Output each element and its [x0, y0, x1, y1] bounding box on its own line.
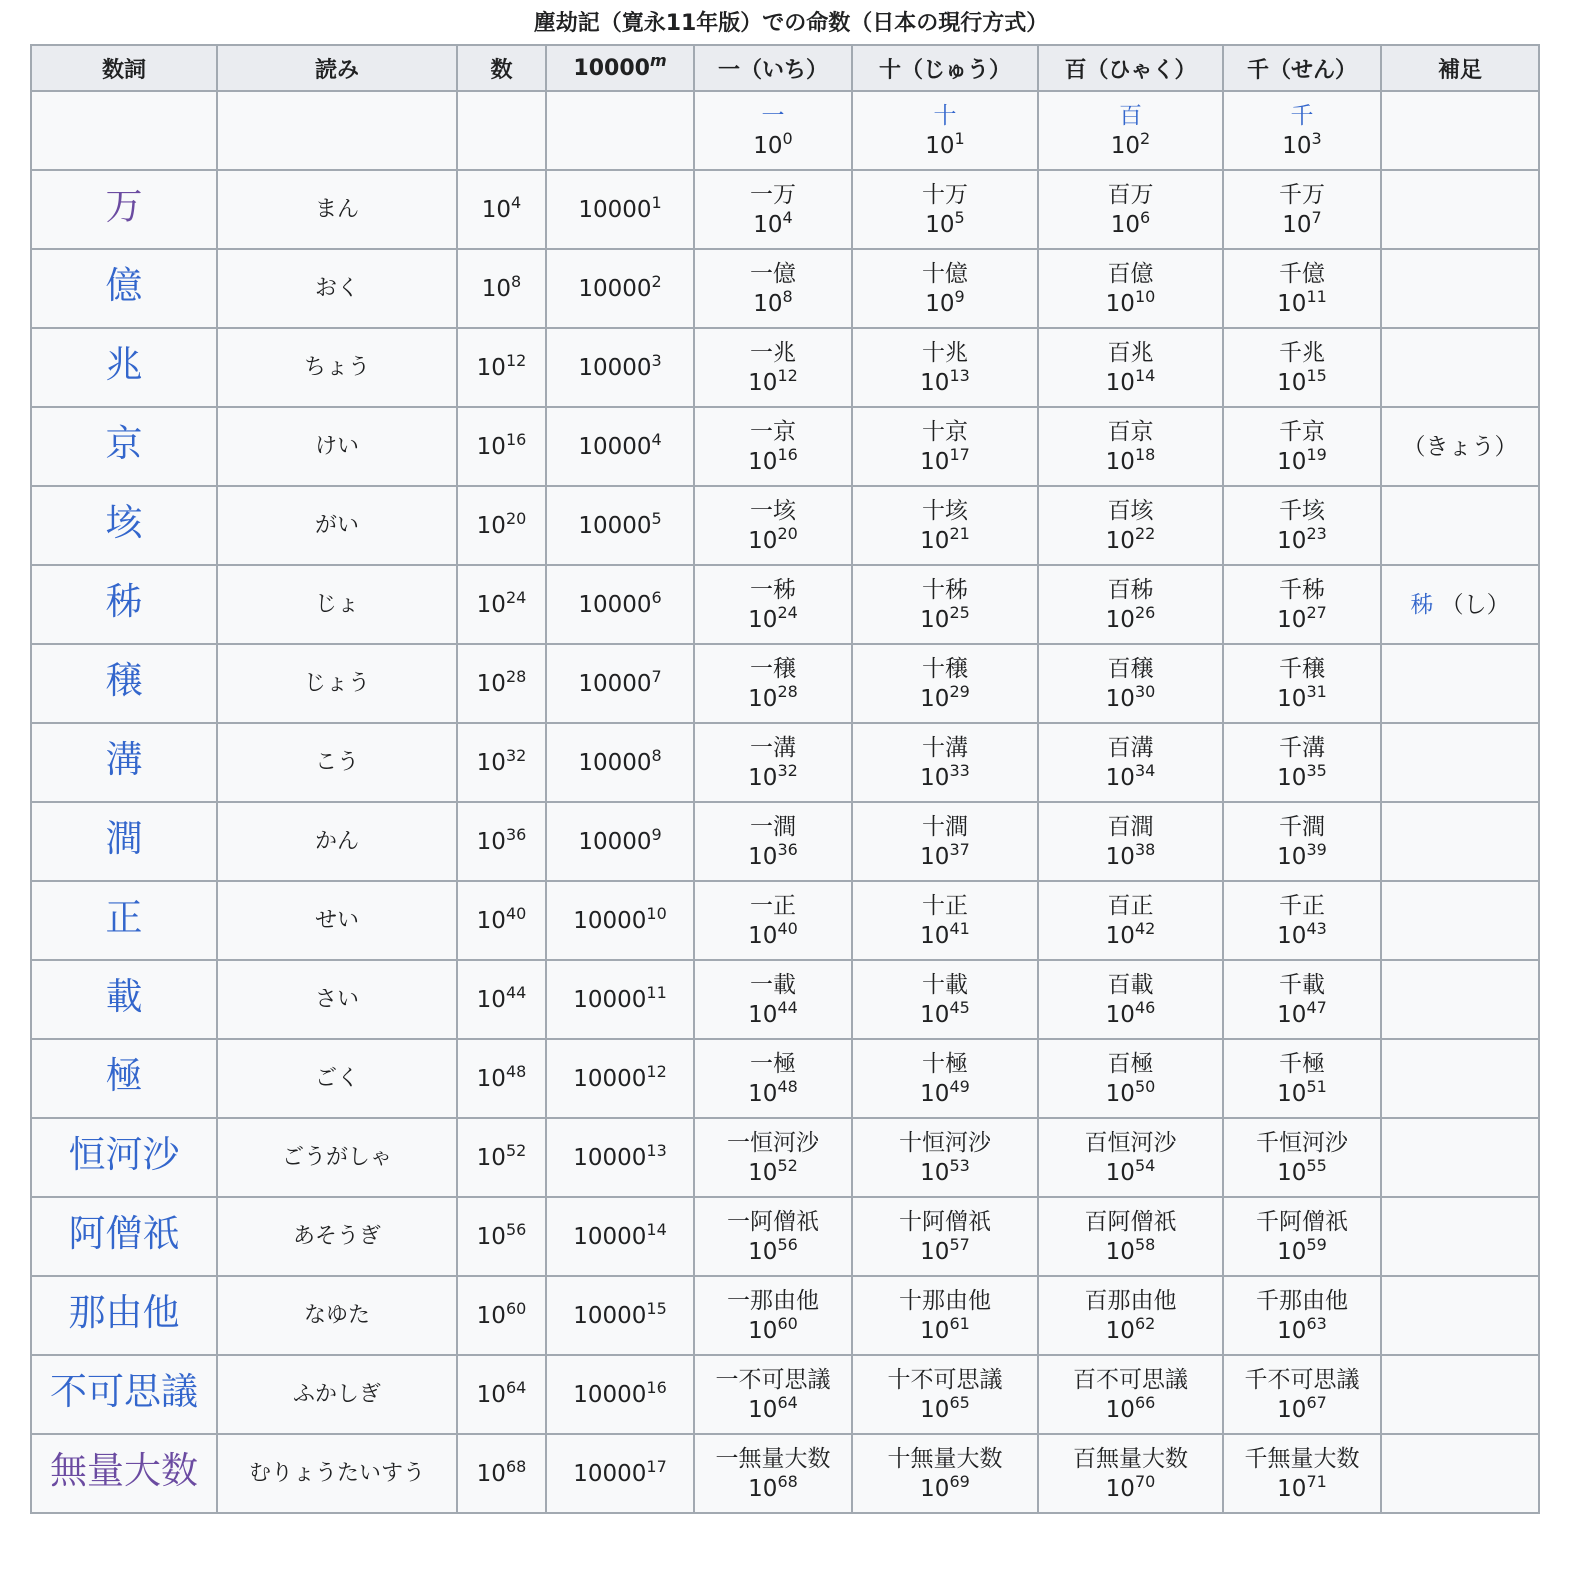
numeral-link[interactable]: 載: [105, 975, 143, 1018]
multiple-cell: 千載 $10^{47}$: [1223, 960, 1381, 1039]
table-row: [31, 486, 1539, 565]
unit-cell: 百 $10^2$: [1038, 91, 1223, 170]
unit-link[interactable]: 百: [1119, 102, 1142, 129]
multiple-cell: 十恒河沙 $10^{53}$: [852, 1118, 1038, 1197]
multiple-cell: 千秭 $10^{27}$: [1223, 565, 1381, 644]
numeral-table: [30, 44, 1540, 1514]
multiple-cell: 千兆 $10^{15}$: [1223, 328, 1381, 407]
header-sen: 千（せん）: [1223, 45, 1381, 91]
myriad-power-cell: 10000$^{15}$: [546, 1276, 694, 1355]
power-cell: $10^{12}$: [457, 328, 546, 407]
numeral-link[interactable]: 兆: [105, 343, 143, 386]
numeral-cell: [31, 1197, 217, 1276]
multiple-cell: 十那由他 $10^{61}$: [852, 1276, 1038, 1355]
unit-row: [31, 91, 1539, 170]
multiple-cell: 百京 $10^{18}$: [1038, 407, 1223, 486]
multiple-cell: 十不可思議 $10^{65}$: [852, 1355, 1038, 1434]
numeral-link[interactable]: 穣: [105, 659, 143, 702]
reading-cell: ちょう: [217, 328, 457, 407]
numeral-link[interactable]: 那由他: [68, 1291, 180, 1334]
myriad-power-cell: 10000$^{16}$: [546, 1355, 694, 1434]
power-cell: $10^{48}$: [457, 1039, 546, 1118]
numeral-cell: [31, 1355, 217, 1434]
note-cell: [1381, 1118, 1539, 1197]
numeral-link[interactable]: 億: [105, 264, 143, 307]
table-row: [31, 802, 1539, 881]
multiple-cell: 十穣 $10^{29}$: [852, 644, 1038, 723]
multiple-cell: 百万 $10^6$: [1038, 170, 1223, 249]
multiple-cell: 百阿僧祇 $10^{58}$: [1038, 1197, 1223, 1276]
header-ichi: 一（いち）: [694, 45, 852, 91]
multiple-cell: 十無量大数 $10^{69}$: [852, 1434, 1038, 1513]
header-juu: 十（じゅう）: [852, 45, 1038, 91]
note-cell: [1381, 802, 1539, 881]
note-cell: [1381, 1355, 1539, 1434]
multiple-cell: 百那由他 $10^{62}$: [1038, 1276, 1223, 1355]
multiple-cell: 一溝 $10^{32}$: [694, 723, 852, 802]
numeral-cell: [31, 1039, 217, 1118]
multiple-cell: 千阿僧祇 $10^{59}$: [1223, 1197, 1381, 1276]
power-cell: $10^{36}$: [457, 802, 546, 881]
numeral-cell: [31, 565, 217, 644]
multiple-cell: 百億 $10^{10}$: [1038, 249, 1223, 328]
reading-cell: けい: [217, 407, 457, 486]
note-cell: [1381, 1276, 1539, 1355]
myriad-power-cell: 10000$^{17}$: [546, 1434, 694, 1513]
table-row: [31, 407, 1539, 486]
reading-cell: ごうがしゃ: [217, 1118, 457, 1197]
myriad-power-cell: 10000$^{12}$: [546, 1039, 694, 1118]
multiple-cell: 一極 $10^{48}$: [694, 1039, 852, 1118]
table-row: [31, 249, 1539, 328]
multiple-cell: 百穣 $10^{30}$: [1038, 644, 1223, 723]
multiple-cell: 一不可思議 $10^{64}$: [694, 1355, 852, 1434]
power-cell: $10^{52}$: [457, 1118, 546, 1197]
multiple-cell: 千億 $10^{11}$: [1223, 249, 1381, 328]
multiple-cell: 一億 $10^8$: [694, 249, 852, 328]
numeral-link[interactable]: 無量大数: [50, 1449, 198, 1492]
multiple-cell: 千万 $10^7$: [1223, 170, 1381, 249]
multiple-cell: 百垓 $10^{22}$: [1038, 486, 1223, 565]
multiple-cell: 千垓 $10^{23}$: [1223, 486, 1381, 565]
multiple-cell: 一京 $10^{16}$: [694, 407, 852, 486]
myriad-power-cell: 10000$^{14}$: [546, 1197, 694, 1276]
header-number: 数: [457, 45, 546, 91]
numeral-cell: [31, 644, 217, 723]
myriad-power-cell: 10000$^2$: [546, 249, 694, 328]
note-cell: [1381, 170, 1539, 249]
numeral-link[interactable]: 秭: [105, 580, 143, 623]
power-cell: $10^{64}$: [457, 1355, 546, 1434]
multiple-cell: 百溝 $10^{34}$: [1038, 723, 1223, 802]
multiple-cell: 百無量大数 $10^{70}$: [1038, 1434, 1223, 1513]
multiple-cell: 十億 $10^9$: [852, 249, 1038, 328]
note-cell: 秭 （し）: [1381, 565, 1539, 644]
header-numeral: 数詞: [31, 45, 217, 91]
power-cell: $10^{56}$: [457, 1197, 546, 1276]
table-row: [31, 1276, 1539, 1355]
multiple-cell: 一載 $10^{44}$: [694, 960, 852, 1039]
multiple-cell: 千澗 $10^{39}$: [1223, 802, 1381, 881]
unit-cell: 千 $10^3$: [1223, 91, 1381, 170]
power-cell: $10^{68}$: [457, 1434, 546, 1513]
note-cell: [1381, 723, 1539, 802]
note-cell: [1381, 644, 1539, 723]
multiple-cell: 一無量大数 $10^{68}$: [694, 1434, 852, 1513]
table-row: [31, 565, 1539, 644]
header-row: [31, 45, 1539, 91]
myriad-power-cell: 10000$^3$: [546, 328, 694, 407]
unit-cell: 十 $10^1$: [852, 91, 1038, 170]
myriad-power-cell: 10000$^{10}$: [546, 881, 694, 960]
multiple-cell: 千極 $10^{51}$: [1223, 1039, 1381, 1118]
note-link[interactable]: 秭: [1410, 591, 1434, 618]
multiple-cell: 十澗 $10^{37}$: [852, 802, 1038, 881]
table-row: [31, 1039, 1539, 1118]
numeral-cell: [31, 1118, 217, 1197]
multiple-cell: 百載 $10^{46}$: [1038, 960, 1223, 1039]
numeral-cell: [31, 802, 217, 881]
power-cell: $10^{28}$: [457, 644, 546, 723]
power-cell: $10^{16}$: [457, 407, 546, 486]
multiple-cell: 千穣 $10^{31}$: [1223, 644, 1381, 723]
power-cell: $10^{32}$: [457, 723, 546, 802]
myriad-power-cell: 10000$^7$: [546, 644, 694, 723]
table-row: [31, 170, 1539, 249]
multiple-cell: 一恒河沙 $10^{52}$: [694, 1118, 852, 1197]
multiple-cell: 十兆 $10^{13}$: [852, 328, 1038, 407]
numeral-link[interactable]: 万: [105, 185, 143, 228]
unit-link[interactable]: 十: [933, 102, 957, 129]
reading-cell: がい: [217, 486, 457, 565]
multiple-cell: 一垓 $10^{20}$: [694, 486, 852, 565]
header-reading: 読み: [217, 45, 457, 91]
multiple-cell: 百兆 $10^{14}$: [1038, 328, 1223, 407]
multiple-cell: 十正 $10^{41}$: [852, 881, 1038, 960]
multiple-cell: 百秭 $10^{26}$: [1038, 565, 1223, 644]
multiple-cell: 千恒河沙 $10^{55}$: [1223, 1118, 1381, 1197]
myriad-power-cell: 10000$^8$: [546, 723, 694, 802]
multiple-cell: 百不可思議 $10^{66}$: [1038, 1355, 1223, 1434]
multiple-cell: 十万 $10^5$: [852, 170, 1038, 249]
numeral-cell: [31, 486, 217, 565]
table-row: [31, 881, 1539, 960]
reading-cell: おく: [217, 249, 457, 328]
note-cell: [1381, 1434, 1539, 1513]
multiple-cell: 十載 $10^{45}$: [852, 960, 1038, 1039]
reading-cell: まん: [217, 170, 457, 249]
numeral-link[interactable]: 恒河沙: [68, 1133, 180, 1176]
myriad-power-cell: 10000$^{13}$: [546, 1118, 694, 1197]
table-row: [31, 1434, 1539, 1513]
reading-cell: なゆた: [217, 1276, 457, 1355]
myriad-power-cell: 10000$^4$: [546, 407, 694, 486]
multiple-cell: 百極 $10^{50}$: [1038, 1039, 1223, 1118]
numeral-cell: [31, 1276, 217, 1355]
note-cell: [1381, 328, 1539, 407]
reading-cell: むりょうたいすう: [217, 1434, 457, 1513]
numeral-link[interactable]: 正: [105, 896, 143, 939]
header-hyaku: 百（ひゃく）: [1038, 45, 1223, 91]
multiple-cell: 千無量大数 $10^{71}$: [1223, 1434, 1381, 1513]
power-cell: $10^4$: [457, 170, 546, 249]
numeral-cell: [31, 328, 217, 407]
reading-cell: こう: [217, 723, 457, 802]
power-cell: $10^{60}$: [457, 1276, 546, 1355]
table-row: [31, 1197, 1539, 1276]
multiple-cell: 十溝 $10^{33}$: [852, 723, 1038, 802]
multiple-cell: 十秭 $10^{25}$: [852, 565, 1038, 644]
reading-cell: ふかしぎ: [217, 1355, 457, 1434]
table-caption: 塵劫記（寛永11年版）での命数（日本の現行方式）: [533, 11, 1049, 36]
reading-cell: かん: [217, 802, 457, 881]
table-row: [31, 723, 1539, 802]
table-row: [31, 960, 1539, 1039]
multiple-cell: 千溝 $10^{35}$: [1223, 723, 1381, 802]
header-note: 補足: [1381, 45, 1539, 91]
power-cell: $10^{44}$: [457, 960, 546, 1039]
multiple-cell: 千那由他 $10^{63}$: [1223, 1276, 1381, 1355]
note-cell: [1381, 960, 1539, 1039]
numeral-link[interactable]: 極: [105, 1054, 143, 1097]
note-cell: （きょう）: [1381, 407, 1539, 486]
multiple-cell: 十極 $10^{49}$: [852, 1039, 1038, 1118]
table-row: [31, 1355, 1539, 1434]
multiple-cell: 十垓 $10^{21}$: [852, 486, 1038, 565]
reading-cell: さい: [217, 960, 457, 1039]
numeral-cell: [31, 407, 217, 486]
myriad-power-cell: 10000$^5$: [546, 486, 694, 565]
numeral-link[interactable]: 京: [105, 422, 143, 465]
numeral-link[interactable]: 溝: [105, 738, 143, 781]
reading-cell: あそうぎ: [217, 1197, 457, 1276]
reading-cell: じょ: [217, 565, 457, 644]
multiple-cell: 一正 $10^{40}$: [694, 881, 852, 960]
power-cell: $10^{24}$: [457, 565, 546, 644]
multiple-cell: 一澗 $10^{36}$: [694, 802, 852, 881]
multiple-cell: 一那由他 $10^{60}$: [694, 1276, 852, 1355]
multiple-cell: 一阿僧祇 $10^{56}$: [694, 1197, 852, 1276]
header-10000m: 10000$^m$: [546, 45, 694, 91]
numeral-cell: [31, 723, 217, 802]
numeral-cell: [31, 960, 217, 1039]
power-cell: $10^{20}$: [457, 486, 546, 565]
numeral-cell: [31, 881, 217, 960]
unit-link[interactable]: 一: [761, 102, 785, 129]
multiple-cell: 千不可思議 $10^{67}$: [1223, 1355, 1381, 1434]
unit-link[interactable]: 千: [1290, 102, 1314, 129]
numeral-link[interactable]: 不可思議: [50, 1370, 198, 1413]
reading-cell: ごく: [217, 1039, 457, 1118]
multiple-cell: 十京 $10^{17}$: [852, 407, 1038, 486]
multiple-cell: 千正 $10^{43}$: [1223, 881, 1381, 960]
multiple-cell: 一万 $10^4$: [694, 170, 852, 249]
myriad-power-cell: 10000$^1$: [546, 170, 694, 249]
myriad-power-cell: 10000$^6$: [546, 565, 694, 644]
numeral-cell: [31, 170, 217, 249]
note-cell: [1381, 881, 1539, 960]
multiple-cell: 一秭 $10^{24}$: [694, 565, 852, 644]
table-row: [31, 1118, 1539, 1197]
power-cell: $10^{40}$: [457, 881, 546, 960]
note-cell: [1381, 1197, 1539, 1276]
numeral-link[interactable]: 垓: [105, 501, 143, 544]
note-cell: [1381, 486, 1539, 565]
table-row: [31, 644, 1539, 723]
reading-cell: じょう: [217, 644, 457, 723]
multiple-cell: 十阿僧祇 $10^{57}$: [852, 1197, 1038, 1276]
unit-cell: 一 $10^0$: [694, 91, 852, 170]
multiple-cell: 千京 $10^{19}$: [1223, 407, 1381, 486]
power-cell: $10^8$: [457, 249, 546, 328]
numeral-cell: [31, 1434, 217, 1513]
multiple-cell: 百正 $10^{42}$: [1038, 881, 1223, 960]
multiple-cell: 百恒河沙 $10^{54}$: [1038, 1118, 1223, 1197]
note-cell: [1381, 1039, 1539, 1118]
numeral-link[interactable]: 阿僧祇: [68, 1212, 180, 1255]
multiple-cell: 百澗 $10^{38}$: [1038, 802, 1223, 881]
table-row: [31, 328, 1539, 407]
reading-cell: せい: [217, 881, 457, 960]
multiple-cell: 一穣 $10^{28}$: [694, 644, 852, 723]
numeral-link[interactable]: 澗: [105, 817, 143, 860]
note-cell: [1381, 249, 1539, 328]
myriad-power-cell: 10000$^{11}$: [546, 960, 694, 1039]
myriad-power-cell: 10000$^9$: [546, 802, 694, 881]
numeral-cell: [31, 249, 217, 328]
multiple-cell: 一兆 $10^{12}$: [694, 328, 852, 407]
